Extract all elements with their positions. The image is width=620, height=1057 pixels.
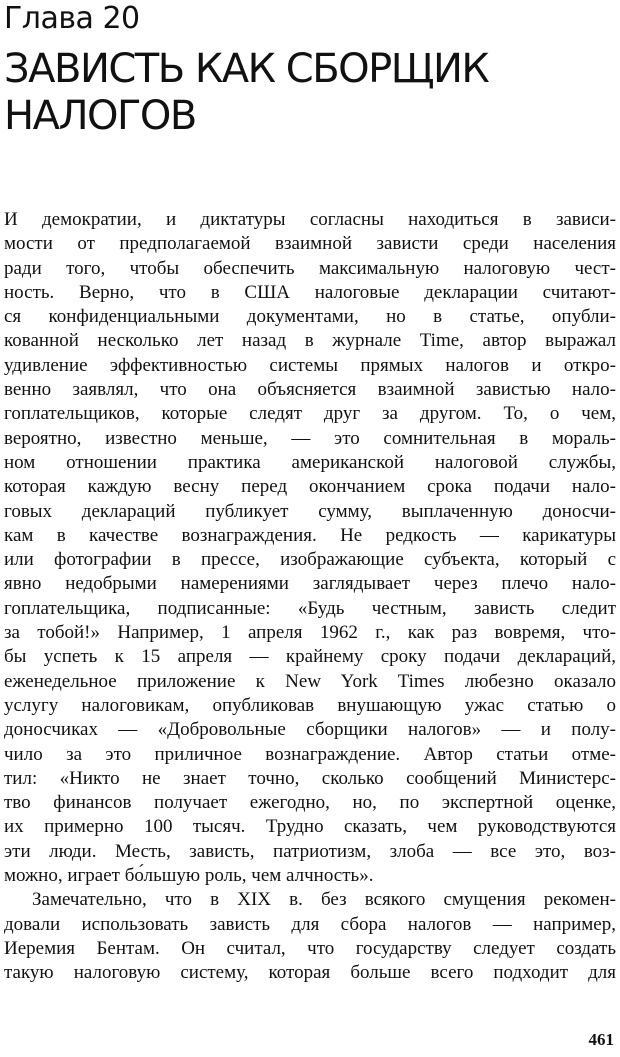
chapter-label: Глава 20: [4, 1, 140, 36]
chapter-title: [4, 46, 488, 140]
text-line: ради того, чтобы обеспечить максимальную налоговую чест-: [4, 257, 616, 279]
text-line: гоплательщика, подписанные: «Будь честным, зависть следит: [4, 597, 616, 619]
text-line: удивление эффективностью системы прямых налогов и откро-: [4, 354, 616, 376]
text-line: вероятно, известно меньше, — это сомнительная в мораль-: [4, 427, 616, 449]
text-line: услугу налоговикам, опубликовав внушающую ужас статью о: [4, 694, 616, 716]
text-line: ном отношении практика американской налоговой службы,: [4, 451, 616, 473]
text-line: ность. Верно, что в США налоговые декларации считают-: [4, 281, 616, 303]
text-line: чило за это приличное вознаграждение. Автор статьи отме-: [4, 743, 616, 765]
text-line: за тобой!» Например, 1 апреля 1962 г., как раз вовремя, что-: [4, 622, 616, 644]
paragraph: [4, 208, 616, 888]
text-line: кам в качестве вознаграждения. Не редкость — карикатуры: [4, 524, 616, 546]
text-line: мости от предполагаемой взаимной зависти среди населения: [4, 233, 616, 255]
text-line: венно заявлял, что она объясняется взаимной завистью нало-: [4, 379, 616, 401]
text-line: кованной несколько лет назад в журнале Time, автор выражал: [4, 330, 616, 352]
text-line: явно недобрыми намерениями заглядывает через плечо нало-: [4, 573, 616, 595]
paragraph: [4, 888, 616, 985]
text-line: Замечательно, что в XIX в. без всякого смущения рекомен-: [32, 889, 616, 911]
text-line: довали использовать зависть для сбора налогов — например,: [4, 913, 616, 935]
text-line: Иеремия Бентам. Он считал, что государству следует создать: [4, 937, 616, 959]
text-line: гоплательщиков, которые следят друг за другом. То, о чем,: [4, 403, 616, 425]
text-line: или фотографии в прессе, изображающие субъекта, который с: [4, 549, 616, 571]
text-line: эти люди. Месть, зависть, патриотизм, злоба — все это, воз-: [4, 840, 616, 862]
text-line: их примерно 100 тысяч. Трудно сказать, чем руководствуются: [4, 816, 616, 838]
text-line: такую налоговую систему, которая больше всего подходит для: [4, 962, 616, 984]
text-line: доносчиках — «Добровольные сборщики налогов» — и полу-: [4, 719, 616, 741]
text-line: тил: «Никто не знает точно, сколько сообщений Министерс-: [4, 767, 616, 789]
body-text: [4, 208, 616, 986]
text-line: можно, играет бо́льшую роль, чем алчность».: [4, 865, 374, 887]
text-line: И демократии, и диктатуры согласны находиться в зависи-: [4, 209, 616, 230]
text-line: которая каждую весну перед окончанием срока подачи нало-: [4, 476, 616, 498]
text-line: ся конфиденциальными документами, но в статье, опубли-: [4, 306, 616, 328]
chapter-title-line: ЗАВИСТЬ КАК СБОРЩИК: [4, 46, 489, 92]
page-number: 461: [588, 1030, 614, 1049]
text-line: еженедельное приложение к New York Times любезно оказало: [4, 670, 616, 692]
text-line: тво финансов получает ежегодно, но, по экспертной оценке,: [4, 792, 616, 814]
chapter-title-line: НАЛОГОВ: [4, 93, 196, 139]
text-line: бы успеть к 15 апреля — крайнему сроку подачи деклараций,: [4, 646, 616, 668]
text-line: говых деклараций публикует сумму, выплаченную доносчи-: [4, 500, 616, 522]
